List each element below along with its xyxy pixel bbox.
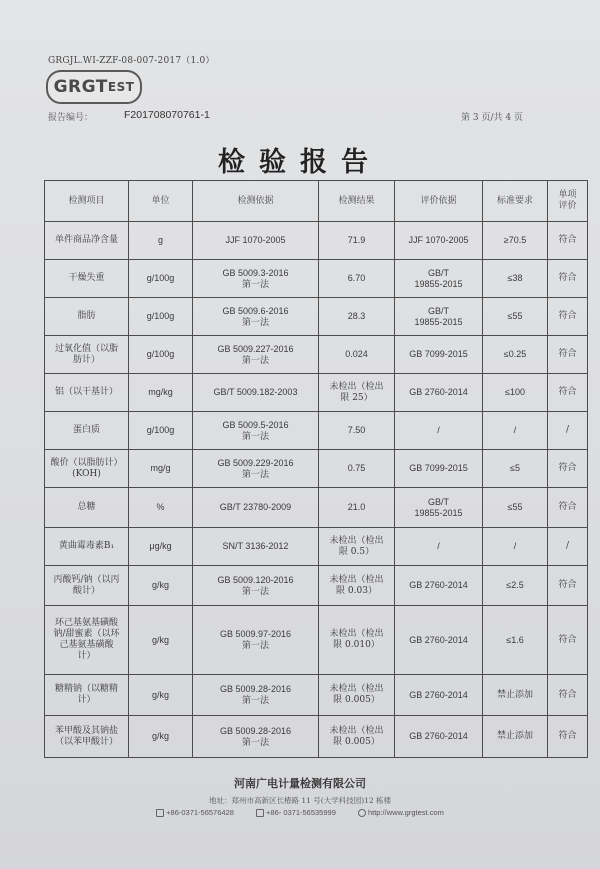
cell-item: 蛋白质 (45, 412, 129, 450)
footer-company-name: 河南广电计量检测有限公司 (234, 777, 366, 790)
cell-item: 单件商品净含量 (45, 222, 129, 260)
cell-unit: g/100g (129, 298, 193, 336)
cell-item: 环己基氨基磺酸 钠/甜蜜素（以环 己基氨基磺酸 计） (45, 606, 129, 675)
cell-result: 未检出（检出 限 0.005） (319, 716, 395, 758)
table-row (45, 606, 588, 675)
cell-result: 未检出（检出 限 0.5） (319, 528, 395, 566)
cell-unit: g/100g (129, 412, 193, 450)
header-single-evaluation: 单项 评价 (548, 181, 588, 222)
cell-single-evaluation: 符合 (548, 488, 588, 528)
cell-result: 7.50 (319, 412, 395, 450)
cell-item: 总糖 (45, 488, 129, 528)
cell-requirement: ≤1.6 (483, 606, 548, 675)
footer-fax-value: +86- 0371-56535999 (266, 808, 336, 817)
table-row (45, 528, 588, 566)
cell-result: 0.75 (319, 450, 395, 488)
cell-single-evaluation: / (548, 528, 588, 566)
cell-requirement: ≤2.5 (483, 566, 548, 606)
cell-requirement: ≤5 (483, 450, 548, 488)
cell-evaluation-basis: GB 7099-2015 (395, 450, 483, 488)
cell-method: JJF 1070-2005 (193, 222, 319, 260)
cell-single-evaluation: 符合 (548, 336, 588, 374)
cell-result: 未检出（检出 限 0.005） (319, 675, 395, 716)
cell-requirement: ≤100 (483, 374, 548, 412)
cell-item: 黄曲霉毒素B₁ (45, 528, 129, 566)
cell-result: 71.9 (319, 222, 395, 260)
page-indicator: 第 3 页/共 4 页 (461, 113, 523, 123)
cell-requirement: / (483, 412, 548, 450)
cell-single-evaluation: 符合 (548, 675, 588, 716)
cell-method: SN/T 3136-2012 (193, 528, 319, 566)
header-unit: 单位 (129, 181, 193, 222)
cell-single-evaluation: 符合 (548, 298, 588, 336)
table-row (45, 716, 588, 758)
cell-method: GB 5009.6-2016 第一法 (193, 298, 319, 336)
cell-requirement: 禁止添加 (483, 675, 548, 716)
cell-method: GB/T 23780-2009 (193, 488, 319, 528)
cell-result: 未检出（检出 限 25） (319, 374, 395, 412)
table-row (45, 412, 588, 450)
cell-unit: g/kg (129, 566, 193, 606)
cell-requirement: ≤38 (483, 260, 548, 298)
table-row (45, 566, 588, 606)
footer-web[interactable] (358, 808, 444, 817)
footer-fax (256, 808, 336, 817)
grgtest-logo (46, 70, 142, 104)
cell-result: 未检出（检出 限 0.03） (319, 566, 395, 606)
cell-item: 干燥失重 (45, 260, 129, 298)
table-header-row (45, 181, 588, 222)
cell-unit: μg/kg (129, 528, 193, 566)
cell-single-evaluation: 符合 (548, 606, 588, 675)
cell-requirement: ≤55 (483, 488, 548, 528)
cell-method: GB 5009.3-2016 第一法 (193, 260, 319, 298)
cell-requirement: ≥70.5 (483, 222, 548, 260)
cell-evaluation-basis: / (395, 528, 483, 566)
cell-item: 酸价（以脂肪计） (KOH) (45, 450, 129, 488)
table-row (45, 374, 588, 412)
cell-method: GB 5009.227-2016 第一法 (193, 336, 319, 374)
table-row (45, 222, 588, 260)
cell-result: 0.024 (319, 336, 395, 374)
cell-single-evaluation: 符合 (548, 374, 588, 412)
cell-item: 苯甲酸及其钠盐 （以苯甲酸计） (45, 716, 129, 758)
table-row (45, 488, 588, 528)
cell-unit: mg/kg (129, 374, 193, 412)
header-result: 检测结果 (319, 181, 395, 222)
cell-unit: g/kg (129, 606, 193, 675)
cell-method: GB 5009.5-2016 第一法 (193, 412, 319, 450)
cell-item: 糖精钠（以糖精 计） (45, 675, 129, 716)
cell-unit: g (129, 222, 193, 260)
cell-single-evaluation: 符合 (548, 450, 588, 488)
report-number-label: 报告编号： (48, 113, 94, 123)
cell-method: GB 5009.97-2016 第一法 (193, 606, 319, 675)
cell-evaluation-basis: GB 2760-2014 (395, 566, 483, 606)
table-row (45, 450, 588, 488)
globe-icon (358, 809, 366, 817)
report-number: F201708070761-1 (124, 109, 210, 121)
cell-evaluation-basis: GB/T 19855-2015 (395, 260, 483, 298)
cell-single-evaluation: / (548, 412, 588, 450)
cell-evaluation-basis: GB 2760-2014 (395, 675, 483, 716)
cell-method: GB 5009.229-2016 第一法 (193, 450, 319, 488)
footer-tel (156, 808, 234, 817)
cell-unit: mg/g (129, 450, 193, 488)
cell-item: 丙酸钙/钠（以丙 酸计） (45, 566, 129, 606)
cell-requirement: ≤55 (483, 298, 548, 336)
cell-single-evaluation: 符合 (548, 260, 588, 298)
table-row (45, 336, 588, 374)
cell-unit: g/100g (129, 260, 193, 298)
phone-icon (156, 809, 164, 817)
cell-unit: g/kg (129, 716, 193, 758)
cell-method: GB 5009.120-2016 第一法 (193, 566, 319, 606)
cell-evaluation-basis: GB 2760-2014 (395, 606, 483, 675)
logo-main-text: GRGT (53, 77, 108, 97)
cell-result: 未检出（检出 限 0.010） (319, 606, 395, 675)
cell-evaluation-basis: / (395, 412, 483, 450)
table-row (45, 298, 588, 336)
cell-unit: g/100g (129, 336, 193, 374)
cell-item: 铝（以干基计） (45, 374, 129, 412)
footer-web-value: http://www.grgtest.com (367, 808, 444, 817)
cell-requirement: / (483, 528, 548, 566)
cell-result: 28.3 (319, 298, 395, 336)
header-requirement: 标准要求 (483, 181, 548, 222)
cell-evaluation-basis: JJF 1070-2005 (395, 222, 483, 260)
logo-suffix-text: EST (107, 80, 135, 94)
header-evaluation-basis: 评价依据 (395, 181, 483, 222)
table-row (45, 675, 588, 716)
cell-evaluation-basis: GB 7099-2015 (395, 336, 483, 374)
cell-single-evaluation: 符合 (548, 716, 588, 758)
cell-method: GB 5009.28-2016 第一法 (193, 716, 319, 758)
cell-evaluation-basis: GB 2760-2014 (395, 716, 483, 758)
cell-unit: g/kg (129, 675, 193, 716)
cell-item: 脂肪 (45, 298, 129, 336)
cell-method: GB 5009.28-2016 第一法 (193, 675, 319, 716)
cell-method: GB/T 5009.182-2003 (193, 374, 319, 412)
footer-tel-value: +86-0371-56576428 (166, 808, 234, 817)
footer-address: 地址：郑州市高新区长椿路 11 号(大学科技园)12 栋楼 (208, 796, 392, 805)
header-method: 检测依据 (193, 181, 319, 222)
inspection-table (44, 180, 588, 758)
cell-evaluation-basis: GB 2760-2014 (395, 374, 483, 412)
cell-result: 21.0 (319, 488, 395, 528)
cell-unit: % (129, 488, 193, 528)
cell-single-evaluation: 符合 (548, 566, 588, 606)
cell-result: 6.70 (319, 260, 395, 298)
cell-evaluation-basis: GB/T 19855-2015 (395, 488, 483, 528)
header-item: 检测项目 (45, 181, 129, 222)
cell-item: 过氧化值（以脂 肪计） (45, 336, 129, 374)
footer-contacts (0, 808, 600, 817)
table-row (45, 260, 588, 298)
cell-single-evaluation: 符合 (548, 222, 588, 260)
fax-icon (256, 809, 264, 817)
cell-requirement: ≤0.25 (483, 336, 548, 374)
cell-requirement: 禁止添加 (483, 716, 548, 758)
cell-evaluation-basis: GB/T 19855-2015 (395, 298, 483, 336)
document-code: GRGJL.WI-ZZF-08-007-2017（1.0） (48, 56, 215, 66)
page-title: 检验报告 (218, 147, 382, 178)
